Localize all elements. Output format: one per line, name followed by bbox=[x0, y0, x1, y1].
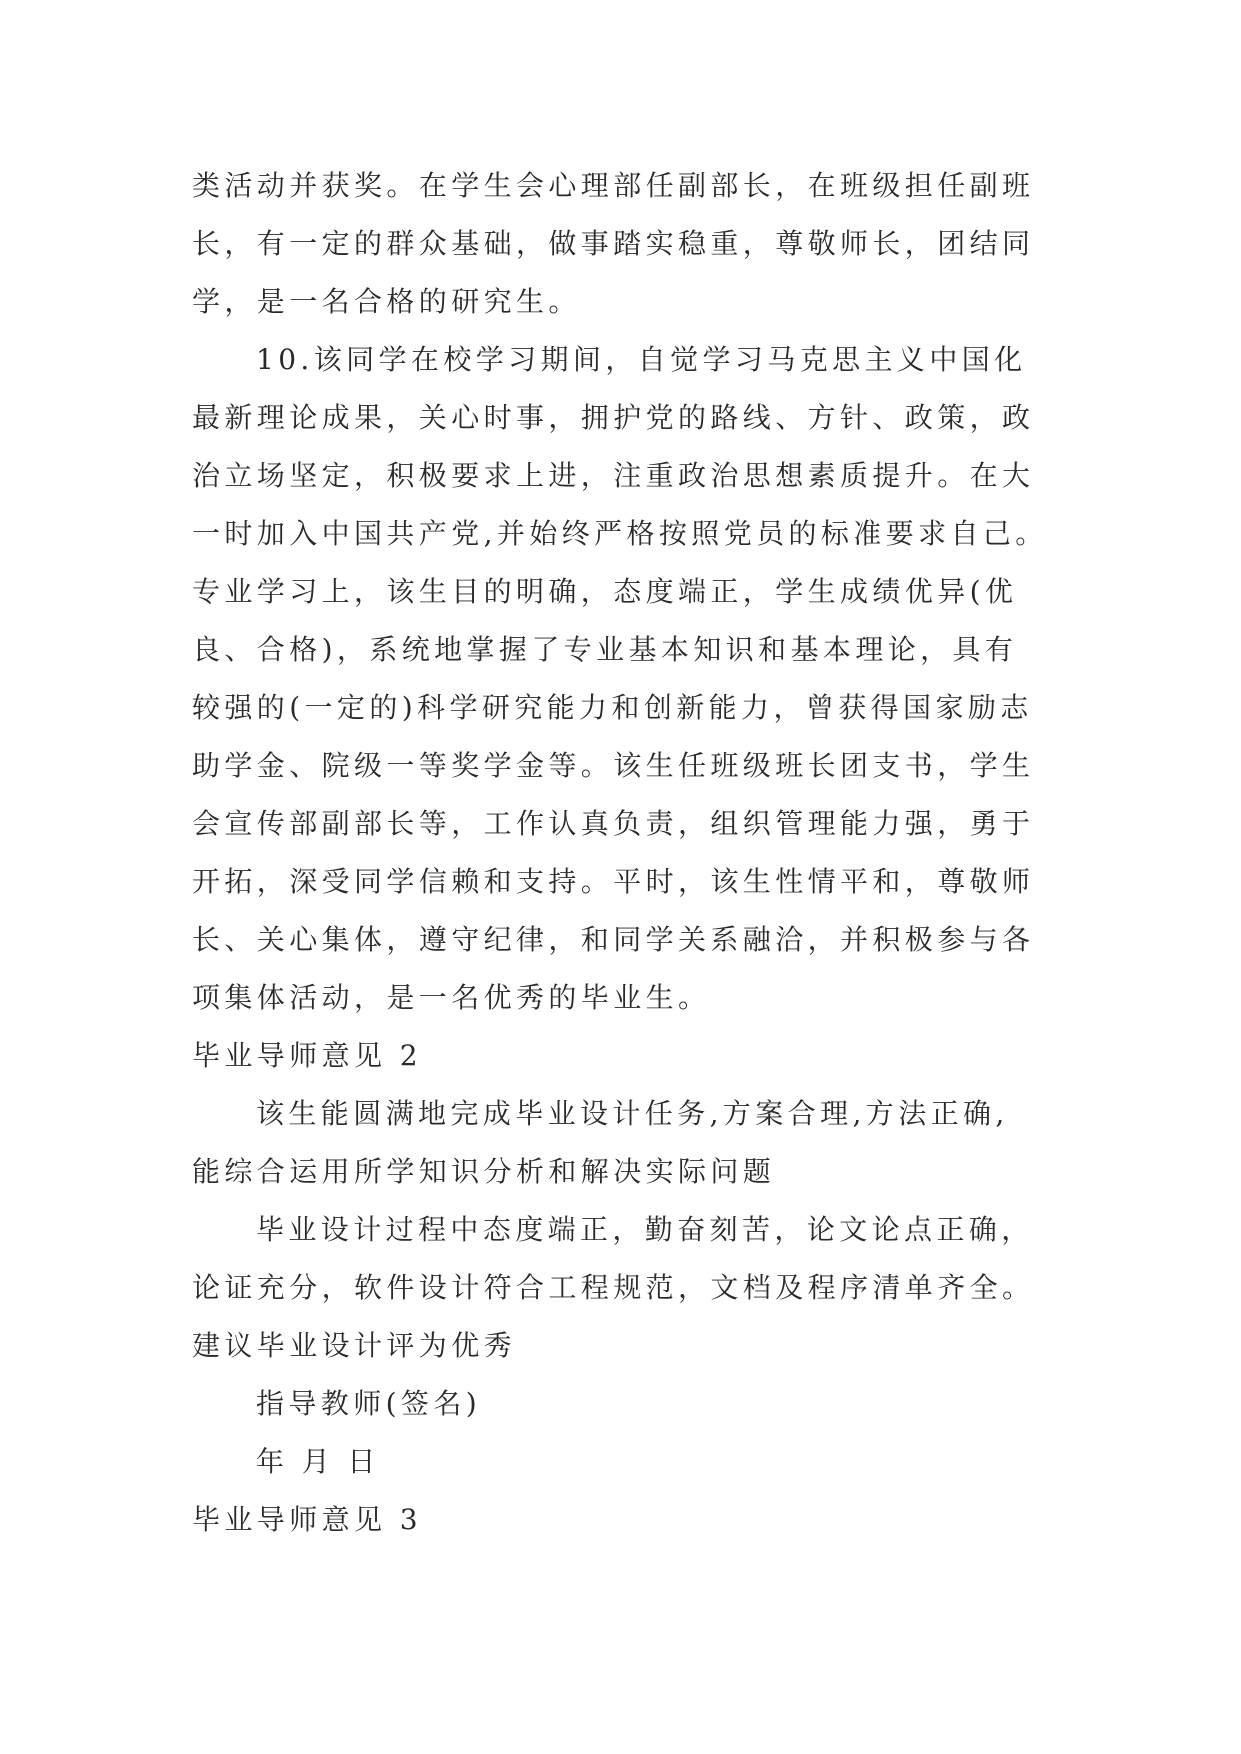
text-line: 较强的(一定的)科学研究能力和创新能力，曾获得国家励志 bbox=[192, 691, 1033, 724]
text-line: 论证充分，软件设计符合工程规范，文档及程序清单齐全。 bbox=[192, 1271, 1035, 1304]
text-line: 该生能圆满地完成毕业设计任务,方案合理,方法正确, bbox=[256, 1097, 1009, 1130]
text-line: 良、合格)，系统地掌握了专业基本知识和基本理论，具有 bbox=[192, 633, 1018, 666]
section-heading: 毕业导师意见 2 bbox=[192, 1039, 422, 1072]
text-line: 类活动并获奖。在学生会心理部任副部长，在班级担任副班 bbox=[192, 169, 1035, 202]
text-line: 治立场坚定，积极要求上进，注重政治思想素质提升。在大 bbox=[192, 459, 1035, 492]
text-line: 毕业设计过程中态度端正，勤奋刻苦，论文论点正确， bbox=[256, 1213, 1034, 1246]
text-line: 建议毕业设计评为优秀 bbox=[192, 1329, 517, 1362]
text-line: 项集体活动，是一名优秀的毕业生。 bbox=[192, 981, 711, 1014]
text-line: 开拓，深受同学信赖和支持。平时，该生性情平和，尊敬师 bbox=[192, 865, 1035, 898]
text-line: 学，是一名合格的研究生。 bbox=[192, 285, 581, 318]
signature-label: 指导教师(签名) bbox=[256, 1387, 482, 1420]
date-label: 年 月 日 bbox=[256, 1445, 380, 1478]
text-line: 专业学习上，该生目的明确，态度端正，学生成绩优异(优 bbox=[192, 575, 1018, 608]
text-line: 能综合运用所学知识分析和解决实际问题 bbox=[192, 1155, 776, 1188]
text-line: 助学金、院级一等奖学金等。该生任班级班长团支书，学生 bbox=[192, 749, 1035, 782]
document-body bbox=[192, 157, 1052, 1549]
text-line: 会宣传部副部长等，工作认真负责，组织管理能力强，勇于 bbox=[192, 807, 1035, 840]
text-line: 长，有一定的群众基础，做事踏实稳重，尊敬师长，团结同 bbox=[192, 227, 1035, 260]
section-heading: 毕业导师意见 3 bbox=[192, 1503, 422, 1536]
text-line: 最新理论成果，关心时事，拥护党的路线、方针、政策，政 bbox=[192, 401, 1035, 434]
text-line: 一时加入中国共产党,并始终严格按照党员的标准要求自己。 bbox=[192, 517, 1048, 550]
text-line: 10.该同学在校学习期间，自觉学习马克思主义中国化 bbox=[256, 343, 1027, 376]
text-line: 长、关心集体，遵守纪律，和同学关系融洽，并积极参与各 bbox=[192, 923, 1035, 956]
